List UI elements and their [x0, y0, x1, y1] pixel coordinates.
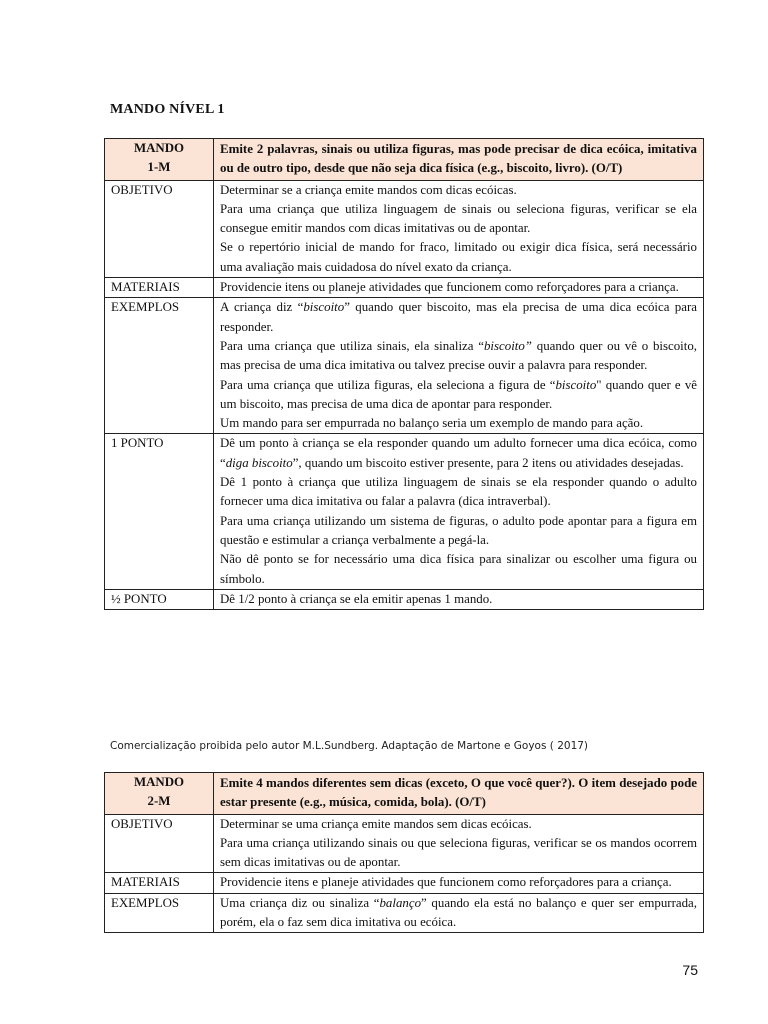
mando-level-table-1m [104, 138, 704, 610]
mando-description: Emite 4 mandos diferentes sem dicas (exceto, O que você quer?). O item desejado pode estar presente (e.g., música, comida, bola). (O/T) [214, 773, 704, 815]
copyright-footer: Comercialização proibida pelo autor M.L.Sundberg. Adaptação de Martone e Goyos ( 2017) [110, 740, 589, 752]
row-label-materiais: MATERIAIS [105, 278, 214, 298]
emphasis: biscoito [555, 377, 597, 392]
table-row-materiais [105, 278, 704, 298]
text: Para uma criança que utiliza sinais, ela sinaliza “ [220, 338, 484, 353]
page-number: 75 [682, 962, 698, 978]
paragraph: Um mando para ser empurrada no balanço seria um exemplo de mando para ação. [220, 416, 644, 431]
text: A criança diz “ [220, 300, 304, 315]
mando-code-cell [105, 773, 214, 815]
paragraph: Dê 1/2 ponto à criança se ela emitir apenas 1 mando. [220, 591, 493, 606]
row-content-exemplos [214, 893, 704, 933]
text: ” quando ela está no balanço e quer ser empurrada, porém, ela o faz sem dica imitativa ou ecóica. [220, 895, 697, 930]
row-content-materiais [214, 278, 704, 298]
emphasis: biscoito” [483, 338, 532, 353]
paragraph: Para uma criança utilizando um sistema de figuras, o adulto pode apontar para a figura em questão e estimular a criança verbalmente a pegá-la. [220, 513, 697, 547]
row-content-objetivo [214, 814, 704, 873]
table-row-meio-ponto [105, 589, 704, 609]
mando-description: Emite 2 palavras, sinais ou utiliza figuras, mas pode precisar de dica ecóica, imitativa ou de outro tipo, desde que não seja dica física (e.g., biscoito, livro). (O/T) [214, 139, 704, 181]
row-label-1-ponto: 1 PONTO [105, 434, 214, 589]
mando-label: MANDO [133, 775, 185, 789]
table-row-1-ponto [105, 434, 704, 589]
mando-code-cell [105, 139, 214, 181]
row-label-objetivo: OBJETIVO [105, 814, 214, 873]
mando-label: MANDO [133, 141, 185, 155]
paragraph: Para uma criança que utiliza linguagem de sinais ou seleciona figuras, verificar se ela consegue emitir mandos com dicas imitativas ou de apontar. [220, 201, 697, 236]
paragraph [220, 434, 697, 473]
paragraph: Providencie itens e planeje atividades que funcionem como reforçadores para a criança. [220, 875, 672, 890]
emphasis: balanço [379, 895, 422, 910]
row-content-1-ponto [214, 434, 704, 589]
paragraph: Determinar se uma criança emite mandos sem dicas ecóicas. [220, 816, 532, 831]
paragraph [220, 298, 697, 337]
text: ” quando quer biscoito, mas ela precisa de uma dica ecóica para responder. [220, 300, 697, 334]
mando-code: 2-M [147, 794, 171, 809]
row-content-materiais [214, 873, 704, 893]
paragraph: Determinar se a criança emite mandos com dicas ecóicas. [220, 182, 517, 197]
paragraph: Não dê ponto se for necessário uma dica física para sinalizar ou escolher uma figura ou símbolo. [220, 552, 697, 586]
table-header-row [105, 773, 704, 815]
page-title: MANDO NÍVEL 1 [110, 102, 225, 117]
text: ”, quando um biscoito estiver presente, para 2 itens ou atividades desejadas. [292, 455, 684, 470]
text: Para uma criança que utiliza figuras, ela seleciona a figura de “ [220, 377, 556, 392]
row-label-exemplos: EXEMPLOS [105, 893, 214, 933]
paragraph: Dê 1 ponto à criança que utiliza linguagem de sinais se ela responder quando o adulto fornecer uma dica imitativa ou falar a palavra (dica intraverbal). [220, 475, 697, 509]
text: quando quer ou vê o biscoito, mas precisa de uma dica imitativa ou talvez precise ouvir a palavra para responder. [220, 338, 697, 373]
table-row-objetivo [105, 814, 704, 873]
table-header-row [105, 139, 704, 181]
row-content-exemplos [214, 298, 704, 434]
paragraph: Providencie itens ou planeje atividades que funcionem como reforçadores para a criança. [220, 280, 679, 295]
row-content-meio-ponto [214, 589, 704, 609]
paragraph [220, 376, 697, 415]
paragraph [220, 337, 697, 376]
emphasis: diga biscoito [225, 455, 293, 470]
table-row-exemplos [105, 298, 704, 434]
text: " quando quer e vê um biscoito, mas precisa de uma dica de apontar para responder. [220, 377, 697, 411]
mando-code: 1-M [147, 160, 171, 175]
paragraph: Para uma criança utilizando sinais ou que seleciona figuras, verificar se os mandos ocorrem sem dicas imitativas ou de apontar. [220, 835, 697, 870]
table-row-materiais [105, 873, 704, 893]
table-row-exemplos [105, 893, 704, 933]
table-row-objetivo [105, 180, 704, 277]
text: Dê um ponto à criança se ela responder quando um adulto fornecer uma dica ecóica, como “ [220, 436, 697, 470]
row-label-meio-ponto: ½ PONTO [105, 589, 214, 609]
emphasis: biscoito [303, 300, 345, 315]
text: Uma criança diz ou sinaliza “ [220, 895, 380, 910]
row-label-exemplos: EXEMPLOS [105, 298, 214, 434]
row-content-objetivo [214, 180, 704, 277]
row-label-objetivo: OBJETIVO [105, 180, 214, 277]
paragraph [220, 894, 697, 933]
row-label-materiais: MATERIAIS [105, 873, 214, 893]
mando-level-table-2m [104, 772, 704, 933]
paragraph: Se o repertório inicial de mando for fraco, limitado ou exigir dica física, será necessário uma avaliação mais cuidadosa do nível exato da criança. [220, 240, 697, 274]
